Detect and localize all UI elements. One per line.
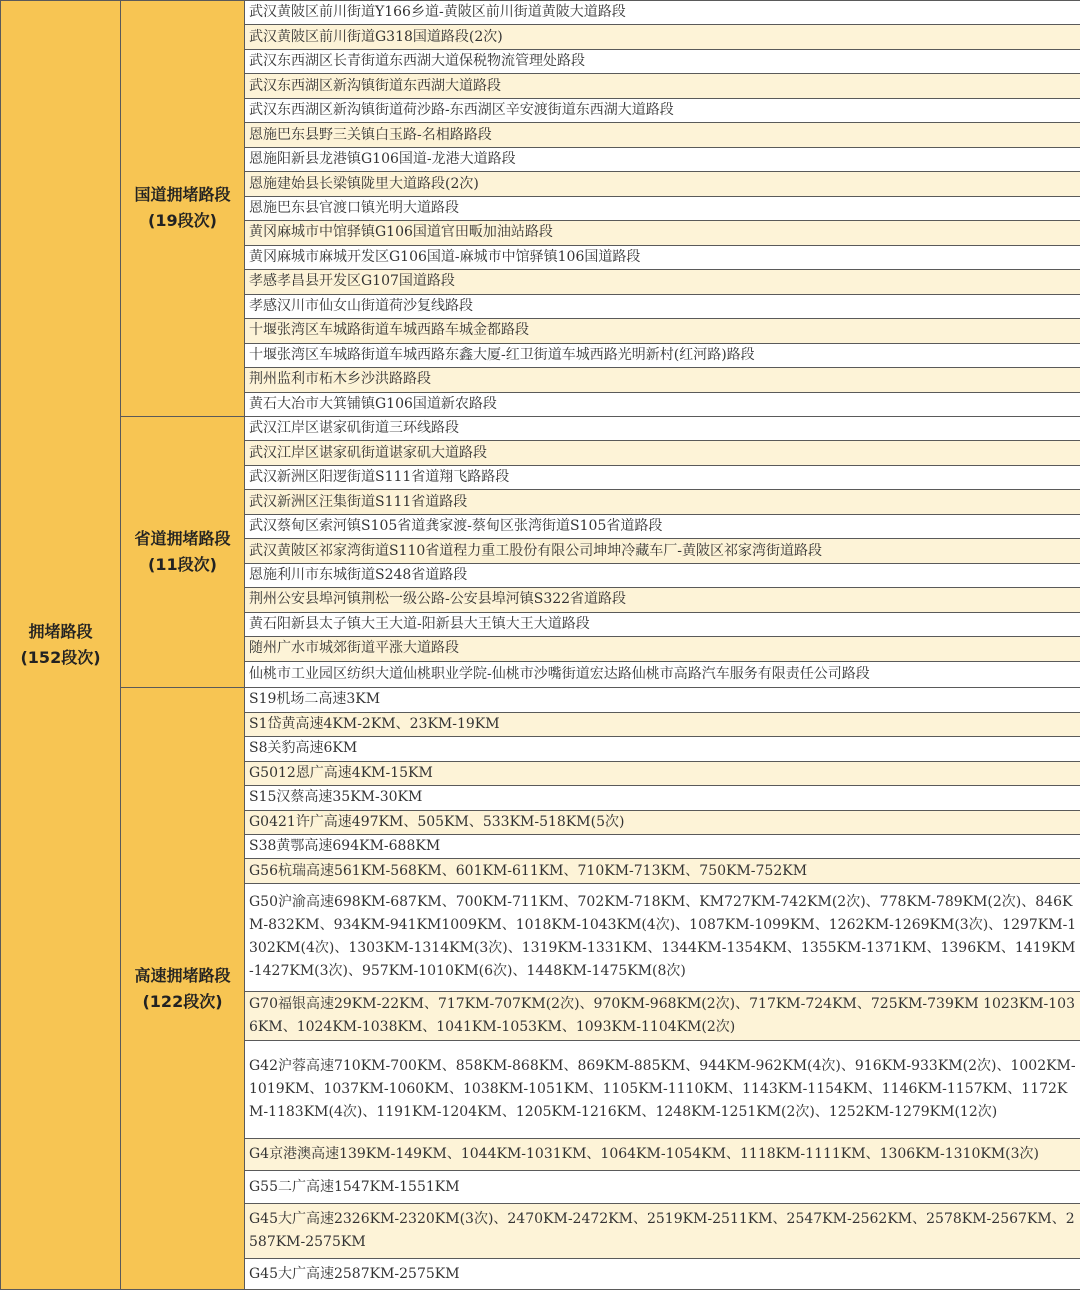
table-row	[1, 416, 1080, 440]
road-segment-cell: 荆州监利市柘木乡沙洪路路段	[245, 368, 1080, 392]
road-segment-cell: G0421许广高速497KM、505KM、533KM-518KM(5次)	[245, 810, 1080, 834]
road-segment-cell: G70福银高速29KM-22KM、717KM-707KM(2次)、970KM-968KM(2次)、717KM-724KM、725KM-739KM 1023KM-1036KM、1024KM-1038KM、1041KM-1053KM、1093KM-1104KM(2次)	[245, 992, 1080, 1041]
table-body	[1, 1, 1080, 1290]
road-segment-cell: S15汉蔡高速35KM-30KM	[245, 786, 1080, 810]
road-segment-cell: 黄石大冶市大箕铺镇G106国道新农路段	[245, 392, 1080, 416]
road-segment-cell: G45大广高速2587KM-2575KM	[245, 1259, 1080, 1290]
category-count: (19段次)	[148, 211, 217, 231]
road-segment-cell: G55二广高速1547KM-1551KM	[245, 1171, 1080, 1204]
road-segment-cell: 黄石阳新县太子镇大王大道-阳新县大王镇大王大道路段	[245, 612, 1080, 636]
road-segment-cell: 武汉东西湖区长青街道东西湖大道保税物流管理处路段	[245, 49, 1080, 73]
category-label: 省道拥堵路段	[134, 529, 231, 549]
road-segment-cell: 孝感汉川市仙女山街道荷沙复线路段	[245, 294, 1080, 318]
road-segment-cell: G50沪渝高速698KM-687KM、700KM-711KM、702KM-718KM、KM727KM-742KM(2次)、778KM-789KM(2次)、846KM-832KM、934KM-941KM1009KM、1018KM-1043KM(4次)、1087KM-1099KM、1262KM-1269KM(3次)、1297KM-1302KM(4次)、1303KM-1314KM(3次)、1319KM-1331KM、1344KM-1354KM、1355KM-1371KM、1396KM、1419KM-1427KM(3次)、957KM-1010KM(6次)、1448KM-1475KM(8次)	[245, 883, 1080, 991]
category-count: (11段次)	[148, 555, 217, 575]
category-count: (122段次)	[142, 991, 223, 1011]
road-segment-cell: 孝感孝昌县开发区G107国道路段	[245, 270, 1080, 294]
road-segment-cell: 武汉新洲区阳逻街道S111省道翔飞路路段	[245, 465, 1080, 489]
road-segment-cell: G56杭瑞高速561KM-568KM、601KM-611KM、710KM-713KM、750KM-752KM	[245, 859, 1080, 883]
road-segment-cell: G42沪蓉高速710KM-700KM、858KM-868KM、869KM-885KM、944KM-962KM(4次)、916KM-933KM(2次)、1002KM-1019KM、1037KM-1060KM、1038KM-1051KM、1105KM-1110KM、1143KM-1154KM、1146KM-1157KM、1172KM-1183KM(4次)、1191KM-1204KM、1205KM-1216KM、1248KM-1251KM(2次)、1252KM-1279KM(12次)	[245, 1040, 1080, 1138]
road-segment-cell: 黄冈麻城市麻城开发区G106国道-麻城市中馆驿镇106国道路段	[245, 245, 1080, 269]
category-label: 高速拥堵路段	[134, 965, 231, 985]
category-label: 国道拥堵路段	[134, 185, 231, 205]
main-category-cell	[1, 1, 121, 1290]
category-cell	[121, 416, 245, 687]
road-segment-cell: S1岱黄高速4KM-2KM、23KM-19KM	[245, 712, 1080, 736]
table-row	[1, 1, 1080, 25]
category-cell	[121, 688, 245, 1290]
road-segment-cell: 恩施阳新县龙港镇G106国道-龙港大道路段	[245, 147, 1080, 171]
road-segment-cell: 武汉黄陂区前川街道Y166乡道-黄陂区前川街道黄陂大道路段	[245, 1, 1080, 25]
road-segment-cell: S19机场二高速3KM	[245, 688, 1080, 712]
road-segment-cell: 十堰张湾区车城路街道车城西路车城金都路段	[245, 319, 1080, 343]
table-row	[1, 688, 1080, 712]
road-segment-cell: 武汉黄陂区前川街道G318国道路段(2次)	[245, 25, 1080, 49]
road-segment-cell: 武汉东西湖区新沟镇街道东西湖大道路段	[245, 74, 1080, 98]
road-segment-cell: 武汉东西湖区新沟镇街道荷沙路-东西湖区辛安渡街道东西湖大道路段	[245, 98, 1080, 122]
road-segment-cell: 恩施巴东县官渡口镇光明大道路段	[245, 196, 1080, 220]
main-category-label: 拥堵路段	[28, 622, 93, 641]
road-segment-cell: 武汉蔡甸区索河镇S105省道龚家渡-蔡甸区张湾街道S105省道路段	[245, 514, 1080, 538]
road-segment-cell: G45大广高速2326KM-2320KM(3次)、2470KM-2472KM、2519KM-2511KM、2547KM-2562KM、2578KM-2567KM、2587KM-2575KM	[245, 1204, 1080, 1259]
road-segment-cell: 十堰张湾区车城路街道车城西路东鑫大厦-红卫街道车城西路光明新村(红河路)路段	[245, 343, 1080, 367]
road-segment-cell: G5012恩广高速4KM-15KM	[245, 761, 1080, 785]
road-segment-cell: 黄冈麻城市中馆驿镇G106国道官田畈加油站路段	[245, 221, 1080, 245]
road-segment-cell: S8关豹高速6KM	[245, 737, 1080, 761]
road-segment-cell: 随州广水市城郊街道平涨大道路段	[245, 637, 1080, 661]
road-segment-cell: 武汉江岸区谌家矶街道三环线路段	[245, 416, 1080, 440]
road-segment-cell: 武汉黄陂区祁家湾街道S110省道程力重工股份有限公司坤坤冷藏车厂-黄陂区祁家湾街道路段	[245, 539, 1080, 563]
road-segment-cell: 武汉新洲区汪集街道S111省道路段	[245, 490, 1080, 514]
road-segment-cell: 恩施利川市东城街道S248省道路段	[245, 563, 1080, 587]
road-segment-cell: 恩施巴东县野三关镇白玉路-名相路路段	[245, 123, 1080, 147]
road-segment-cell: 恩施建始县长梁镇陇里大道路段(2次)	[245, 172, 1080, 196]
category-cell	[121, 1, 245, 417]
road-segment-cell: 荆州公安县埠河镇荆松一级公路-公安县埠河镇S322省道路段	[245, 588, 1080, 612]
main-category-count: (152段次)	[20, 648, 101, 667]
road-segment-cell: 仙桃市工业园区纺织大道仙桃职业学院-仙桃市沙嘴街道宏达路仙桃市高路汽车服务有限责任公司路段	[245, 661, 1080, 688]
road-segment-cell: 武汉江岸区谌家矶街道谌家矶大道路段	[245, 441, 1080, 465]
road-segment-cell: S38黄鄂高速694KM-688KM	[245, 834, 1080, 858]
road-segment-cell: G4京港澳高速139KM-149KM、1044KM-1031KM、1064KM-1054KM、1118KM-1111KM、1306KM-1310KM(3次)	[245, 1138, 1080, 1171]
